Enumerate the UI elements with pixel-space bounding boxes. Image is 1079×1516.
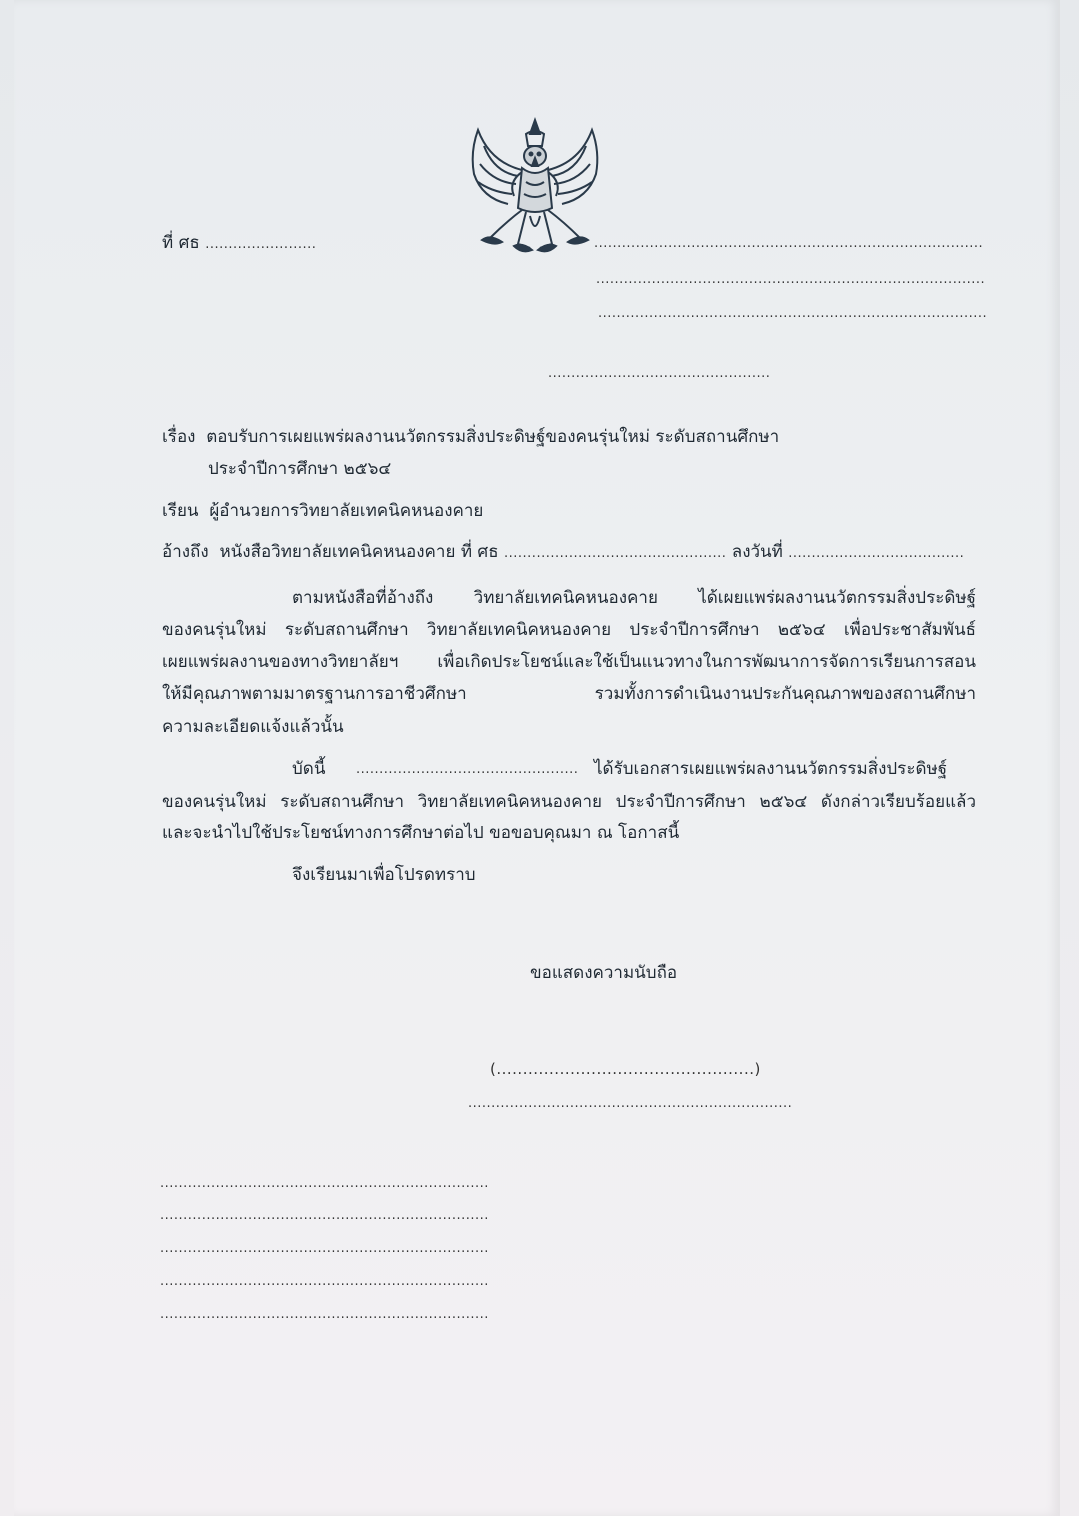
address-line-2: ....................................................................................: [596, 272, 986, 287]
signature-name-line: (.................................................): [490, 1060, 761, 1078]
reference-number-dots: ........................: [205, 237, 317, 252]
paragraph-2-line-2: ของคนรุ่นใหม่ ระดับสถานศึกษา วิทยาลัยเทคนิคหนองคาย ประจำปีการศึกษา ๒๕๖๔ ดังกล่าวเรียบร้อยแล้ว: [162, 792, 976, 812]
address-line-1: ....................................................................................: [594, 236, 984, 251]
paragraph-2-rest: ได้รับเอกสารเผยแพร่ผลงานนวัตกรรมสิ่งประดิษฐ์: [594, 759, 948, 779]
reference-value: หนังสือวิทยาลัยเทคนิคหนองคาย ที่ ศธ: [219, 542, 499, 562]
subject-line-1: ตอบรับการเผยแพร่ผลงานนวัตกรรมสิ่งประดิษฐ์ของคนรุ่นใหม่ ระดับสถานศึกษา: [206, 427, 780, 447]
paragraph-2-line-3: และจะนำไปใช้ประโยชน์ทางการศึกษาต่อไป ขอขอบคุณมา ณ โอกาสนี้: [162, 823, 680, 843]
closing-sentence: จึงเรียนมาเพื่อโปรดทราบ: [292, 865, 476, 885]
footer-line-1: .......................................................................: [160, 1176, 489, 1191]
subject-line-2: ประจำปีการศึกษา ๒๕๖๔: [208, 459, 392, 479]
recipient-value: ผู้อำนวยการวิทยาลัยเทคนิคหนองคาย: [209, 501, 484, 521]
footer-line-5: .......................................................................: [160, 1307, 489, 1322]
paragraph-1-line-3: เผยแพร่ผลงานของทางวิทยาลัยฯ เพื่อเกิดประโยชน์และใช้เป็นแนวทางในการพัฒนาการจัดการเรียนการสอน: [162, 652, 976, 672]
reference-dots: ................................................: [504, 546, 727, 561]
paragraph-2-start: บัดนี้: [292, 759, 326, 779]
recipient-label: เรียน: [162, 501, 199, 521]
footer-line-2: .......................................................................: [160, 1208, 489, 1223]
paragraph-1-line-5: ความละเอียดแจ้งแล้วนั้น: [162, 717, 344, 737]
reference-date-label: ลงวันที่: [731, 542, 783, 562]
reference-date-dots: ......................................: [788, 546, 965, 561]
footer-line-3: .......................................................................: [160, 1241, 489, 1256]
paragraph-2-dots: ................................................: [356, 762, 579, 777]
signature-position-line: ......................................................................: [468, 1096, 793, 1111]
regards-text: ขอแสดงความนับถือ: [530, 963, 678, 983]
reference: [162, 541, 964, 565]
footer-line-4: .......................................................................: [160, 1274, 489, 1289]
reference-label: อ้างถึง: [162, 542, 209, 562]
subject: [162, 426, 779, 448]
garuda-emblem-icon: [460, 112, 610, 272]
paragraph-1-line-2: ของคนรุ่นใหม่ ระดับสถานศึกษา วิทยาลัยเทคนิคหนองคาย ประจำปีการศึกษา ๒๕๖๔ เพื่อประชาสัมพันธ์: [162, 620, 976, 640]
paragraph-1-line-1: ตามหนังสือที่อ้างถึง วิทยาลัยเทคนิคหนองคาย ได้เผยแพร่ผลงานนวัตกรรมสิ่งประดิษฐ์: [292, 588, 976, 608]
recipient: [162, 500, 483, 522]
address-line-3: ....................................................................................: [598, 306, 988, 321]
reference-number-label: ที่ ศธ ........................: [162, 233, 317, 253]
date-line: ................................................: [548, 366, 771, 381]
paragraph-1-line-4: ให้มีคุณภาพตามมาตรฐานการอาชีวศึกษา รวมทั้งการดำเนินงานประกันคุณภาพของสถานศึกษา: [162, 684, 976, 704]
subject-label: เรื่อง: [162, 427, 196, 447]
